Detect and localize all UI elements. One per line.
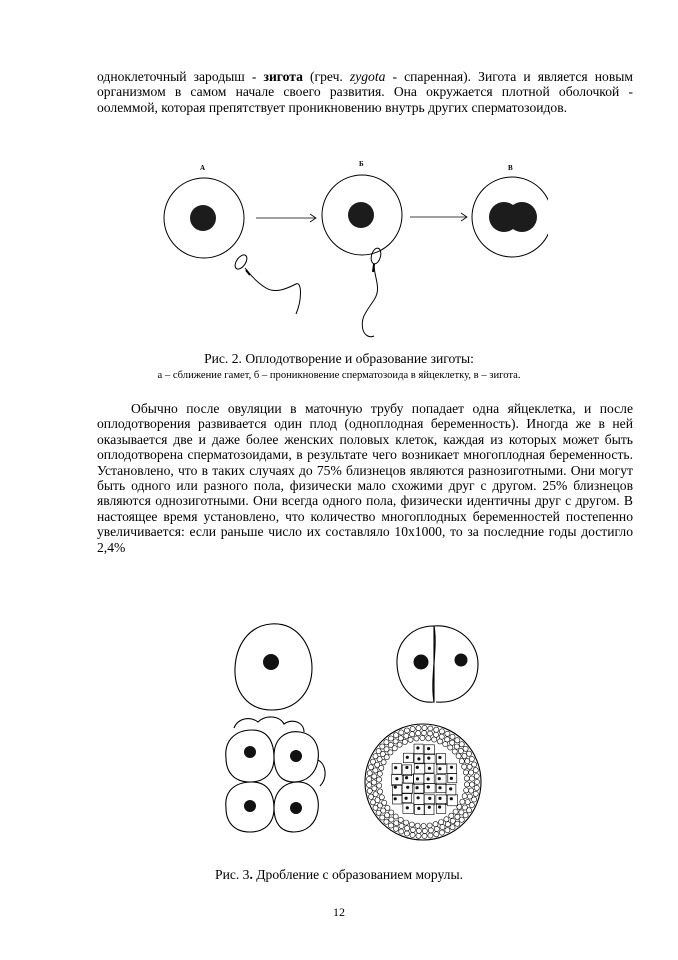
morula-outer-cell — [399, 829, 404, 834]
sperm-tail-b — [362, 264, 377, 337]
morula-nucleus — [416, 777, 419, 780]
morula-inner-cell — [414, 794, 424, 805]
sperm-tail-a — [245, 268, 301, 314]
morula-outer-cell — [405, 826, 410, 831]
morula-outer-cell — [456, 754, 461, 759]
morula — [365, 724, 481, 840]
morula-outer-cell — [464, 782, 469, 787]
pronucleus-2 — [507, 202, 537, 232]
morula-nucleus — [450, 797, 453, 800]
four-cell-nucleus-3 — [244, 800, 256, 812]
morula-outer-cell — [443, 742, 448, 747]
morula-outer-cell — [415, 823, 420, 828]
morula-outer-cell — [404, 728, 409, 733]
morula-outer-cell — [439, 830, 444, 835]
text-rest: - спаренная). Зигота и является новым организмом в самом начале своего развития. Она окружается плотной оболочкой - оолеммой, которая препятствует проникновению внутрь других сперматозоидов. — [97, 69, 633, 115]
morula-outer-cell — [460, 799, 465, 804]
morula-outer-cell — [474, 779, 479, 784]
morula-outer-cell — [428, 833, 433, 838]
morula-outer-cell — [393, 826, 398, 831]
morula-nucleus — [416, 746, 419, 749]
morula-outer-cell — [434, 727, 439, 732]
morula-outer-cell — [469, 776, 474, 781]
morula-outer-cell — [373, 768, 378, 773]
figure2-subcaption: а – сближение гамет, б – проникновение сперматозоида в яйцеклетку, в – зигота. — [157, 370, 521, 381]
text-before-term: одноклеточный зародыш - — [97, 69, 264, 84]
morula-outer-cell — [399, 823, 404, 828]
morula-outer-cell — [379, 765, 384, 770]
morula-outer-cell — [377, 777, 382, 782]
four-cell-nucleus-4 — [290, 802, 302, 814]
morula-nucleus — [428, 806, 431, 809]
morula-outer-cell — [454, 744, 459, 749]
morula-outer-cell — [464, 776, 469, 781]
morula-outer-cell — [473, 791, 478, 796]
two-cell-nucleus-right — [455, 654, 468, 667]
morula-outer-cell — [445, 828, 450, 833]
morula-outer-cell — [388, 750, 393, 755]
paragraph-intro — [97, 69, 633, 115]
morula-outer-cell — [449, 813, 454, 818]
figure3-caption-prefix: Рис. 3 — [215, 867, 250, 882]
morula-outer-cell — [434, 832, 439, 837]
morula-outer-cell — [464, 788, 469, 793]
morula-outer-cell — [372, 786, 377, 791]
figure-cleavage — [216, 618, 506, 858]
morula-outer-cell — [389, 810, 394, 815]
morula-inner-cell — [448, 795, 458, 806]
sperm-head-a — [233, 253, 250, 271]
single-cell-nucleus — [263, 654, 279, 670]
morula-outer-cell — [416, 726, 421, 731]
morula-inner-cell — [436, 754, 445, 765]
morula-outer-cell — [404, 831, 409, 836]
label-a: А — [200, 164, 206, 172]
morula-outer-cell — [469, 770, 474, 775]
morula-outer-cell — [462, 764, 467, 769]
four-cell-nucleus-2 — [290, 750, 302, 762]
morula-outer-cell — [465, 800, 470, 805]
morula-inner-cell — [392, 764, 401, 775]
morula-outer-cell — [469, 788, 474, 793]
cleavage-four-cell — [226, 717, 325, 832]
morula-outer-cell — [367, 771, 372, 776]
morula-outer-cell — [420, 735, 425, 740]
morula-outer-cell — [427, 823, 432, 828]
morula-outer-cell — [459, 759, 464, 764]
figure-fertilization — [138, 148, 548, 343]
morula-outer-cell — [452, 749, 457, 754]
morula-outer-cell — [462, 794, 467, 799]
morula-nucleus — [416, 766, 419, 769]
morula-outer-cell — [372, 774, 377, 779]
morula-outer-cell — [434, 826, 439, 831]
morula-outer-cell — [367, 782, 372, 787]
morula-inner-cell — [425, 784, 436, 793]
morula-outer-cell — [416, 828, 421, 833]
morula-nucleus — [405, 797, 408, 800]
figure3-caption — [60, 867, 618, 883]
morula-outer-cell — [437, 739, 442, 744]
morula-outer-cell — [450, 740, 455, 745]
morula-nucleus — [427, 747, 430, 750]
morula-nucleus — [406, 756, 409, 759]
morula-outer-cell — [422, 725, 427, 730]
label-b: Б — [359, 160, 364, 168]
morula-outer-cell — [416, 833, 421, 838]
morula-outer-cell — [439, 729, 444, 734]
morula-outer-cell — [408, 737, 413, 742]
morula-nucleus — [427, 777, 430, 780]
morula-outer-cell — [462, 805, 467, 810]
morula-nucleus — [417, 796, 420, 799]
morula-outer-cell — [404, 820, 409, 825]
morula-outer-cell — [409, 822, 414, 827]
morula-nucleus — [449, 787, 452, 790]
morula-outer-cell — [445, 822, 450, 827]
morula-outer-cell — [428, 828, 433, 833]
morula-nucleus — [395, 777, 398, 780]
morula-outer-cell — [445, 731, 450, 736]
morula-outer-cell — [450, 825, 455, 830]
morula-outer-cell — [397, 742, 402, 747]
term-zygote: зигота — [263, 69, 303, 84]
morula-outer-cell — [378, 789, 383, 794]
morula-nucleus — [428, 797, 431, 800]
morula-nucleus — [428, 767, 431, 770]
morula-nucleus — [438, 777, 441, 780]
morula-outer-cell — [384, 755, 389, 760]
morula-nucleus — [438, 767, 441, 770]
label-c: В — [508, 164, 513, 172]
morula-outer-cell — [467, 764, 472, 769]
morula-outer-cell — [382, 800, 387, 805]
morula-outer-cell — [384, 819, 389, 824]
morula-outer-cell — [394, 821, 399, 826]
morula-outer-cell — [433, 822, 438, 827]
morula-nucleus — [394, 786, 397, 789]
morula-outer-cell — [469, 782, 474, 787]
four-cell-nucleus-1 — [244, 746, 256, 758]
morula-outer-cell — [404, 733, 409, 738]
morula-outer-cell — [463, 770, 468, 775]
morula-nucleus — [405, 766, 408, 769]
morula-inner-cell — [392, 785, 402, 796]
morula-outer-cell — [422, 730, 427, 735]
morula-outer-cell — [410, 732, 415, 737]
morula-nucleus — [450, 777, 453, 780]
morula-outer-cell — [371, 780, 376, 785]
morula-outer-cell — [414, 736, 419, 741]
figure3-caption-dot: . — [249, 867, 253, 882]
morula-nucleus — [406, 786, 409, 789]
morula-outer-cell — [381, 760, 386, 765]
morula-outer-cell — [379, 795, 384, 800]
morula-outer-cell — [428, 726, 433, 731]
morula-nucleus — [438, 805, 441, 808]
morula-inner-cell — [424, 804, 434, 815]
morula-outer-cell — [421, 823, 426, 828]
morula-outer-cell — [410, 726, 415, 731]
morula-outer-cell — [459, 810, 464, 815]
morula-outer-cell — [393, 733, 398, 738]
morula-nucleus — [450, 766, 453, 769]
morula-nucleus — [427, 757, 430, 760]
morula-outer-cell — [450, 818, 455, 823]
morula-outer-cell — [399, 730, 404, 735]
morula-outer-cell — [448, 745, 453, 750]
morula-outer-cell — [367, 776, 372, 781]
morula-outer-cell — [463, 746, 468, 751]
morula-outer-cell — [392, 746, 397, 751]
morula-outer-cell — [422, 828, 427, 833]
morula-nucleus — [406, 806, 409, 809]
figure3-caption-text: Дробление с образованием морулы. — [252, 867, 463, 882]
morula-outer-cell — [398, 817, 403, 822]
morula-nucleus — [394, 797, 397, 800]
morula-nucleus — [416, 786, 419, 789]
morula-outer-cell — [453, 809, 458, 814]
morula-outer-cell — [388, 736, 393, 741]
morula-outer-cell — [474, 785, 479, 790]
morula-inner-cell — [414, 764, 425, 774]
morula-outer-cell — [459, 742, 464, 747]
morula-outer-cell — [426, 736, 431, 741]
morula-nucleus — [438, 756, 441, 759]
morula-outer-cell — [410, 832, 415, 837]
morula-outer-cell — [440, 824, 445, 829]
morula-nucleus — [405, 776, 408, 779]
morula-outer-cell — [422, 833, 427, 838]
morula-outer-cell — [388, 823, 393, 828]
nucleus-a — [190, 205, 216, 231]
morula-outer-cell — [377, 783, 382, 788]
morula-outer-cell — [416, 731, 421, 736]
morula-outer-cell — [455, 738, 460, 743]
morula-outer-cell — [439, 820, 444, 825]
morula-outer-cell — [410, 827, 415, 832]
text-after-term: (греч. — [302, 69, 350, 84]
morula-outer-cell — [385, 805, 390, 810]
morula-outer-cell — [465, 759, 470, 764]
morula-outer-cell — [377, 771, 382, 776]
morula-outer-cell — [444, 817, 449, 822]
greek-word: zygota — [349, 69, 386, 84]
morula-outer-cell — [458, 748, 463, 753]
two-cell-nucleus-left — [414, 655, 429, 670]
sperm-head-b — [370, 247, 383, 265]
morula-nucleus — [417, 757, 420, 760]
morula-nucleus — [394, 766, 397, 769]
morula-outer-cell — [432, 737, 437, 742]
morula-outer-cell — [367, 788, 372, 793]
morula-nucleus — [438, 797, 441, 800]
page-number: 12 — [333, 905, 345, 919]
paragraph-twins: Обычно после овуляции в маточную трубу попадает одна яйцеклетка, и после оплодотворения развивается один плод (одноплодная беременность). Иногда же в ней оказывается две и даже более женских половых клеток, каждая из которых может быть оплодотворена сперматозоидами, в результате чего возникает многоплодная беременность. Установлено, что в таких случаях до 75% близнецов являются разнозиготными. Они могут быть одного или разного пола, физически мало схожими друг с другом. 25% близнецов являются однозиготными. Они всегда одного пола, физически идентичны друг с другом. В настоящее время установлено, что количество многоплодных беременностей постепенно увеличивается: если раньше число их составляло 10х1000, то за последние годы достигло 2,4% — [97, 401, 633, 555]
morula-outer-cell — [428, 731, 433, 736]
morula-nucleus — [417, 807, 420, 810]
morula-outer-cell — [462, 753, 467, 758]
morula-nucleus — [427, 785, 430, 788]
nucleus-b — [348, 202, 374, 228]
morula-outer-cell — [402, 739, 407, 744]
morula-outer-cell — [393, 814, 398, 819]
figure2-caption: Рис. 2. Оплодотворение и образование зиготы: — [204, 351, 474, 366]
morula-outer-cell — [450, 734, 455, 739]
morula-nucleus — [438, 786, 441, 789]
morula-outer-cell — [380, 815, 385, 820]
morula-outer-cell — [455, 814, 460, 819]
morula-outer-cell — [474, 774, 479, 779]
morula-outer-cell — [467, 794, 472, 799]
